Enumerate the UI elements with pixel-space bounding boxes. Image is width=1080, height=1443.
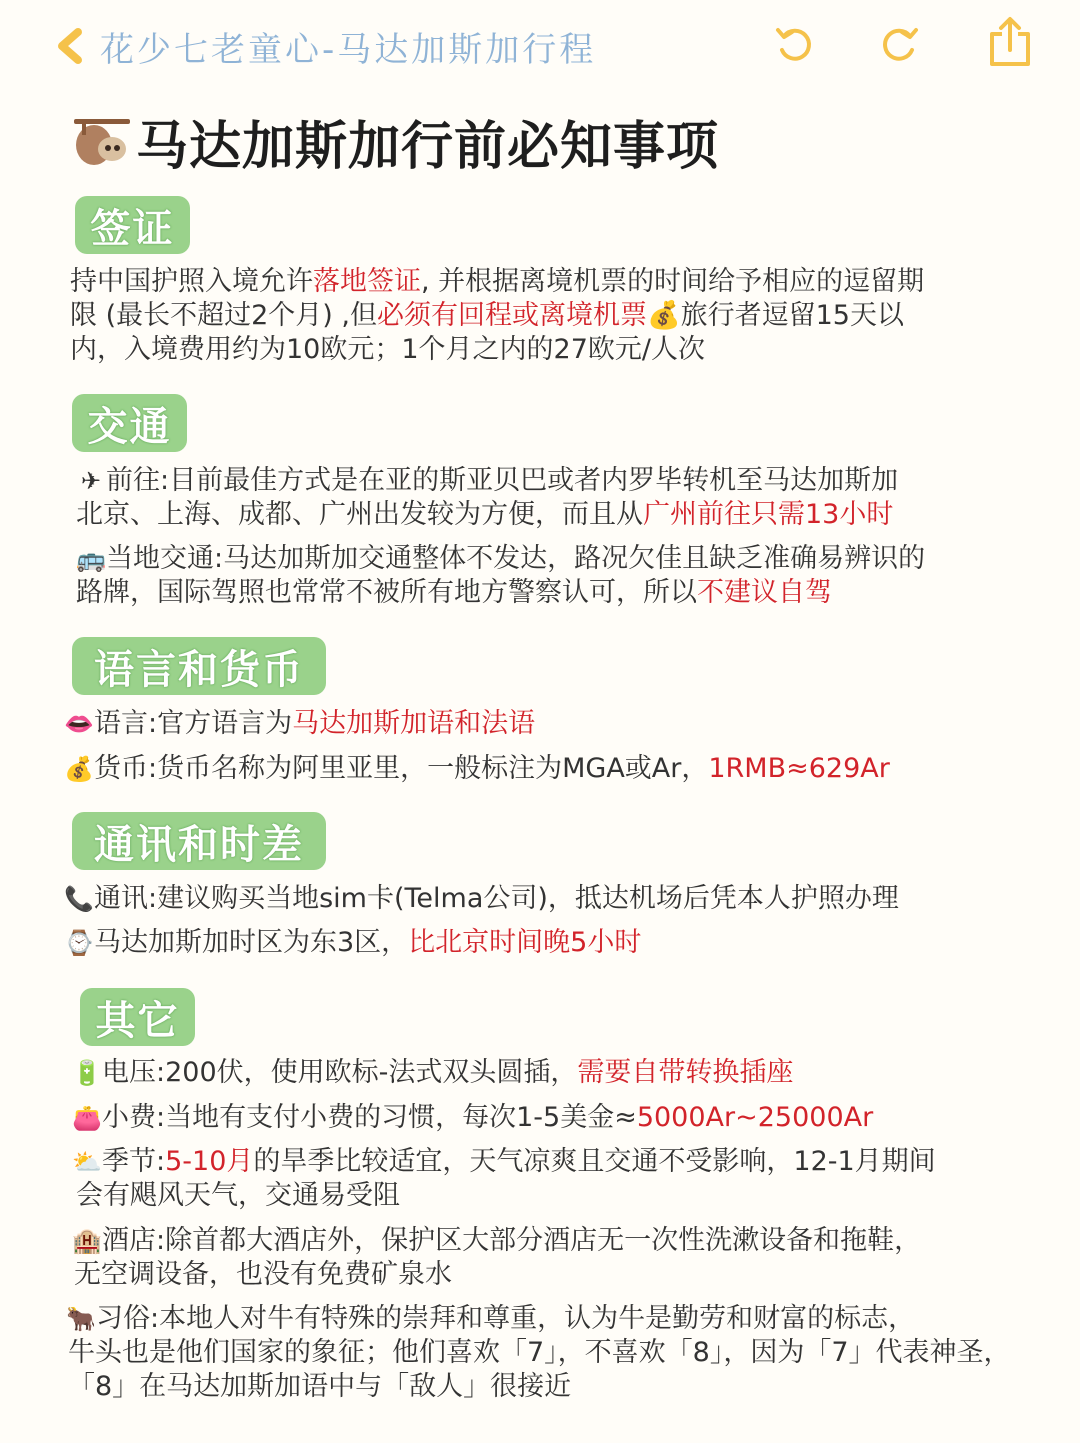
top-nav-bar [0,0,1080,92]
currency-item: 💰货币:货币名称为阿里亚里，一般标注为MGA或Ar，1RMB≈629Ar [64,753,890,784]
page-title-row [72,106,719,176]
nav-title: 花少七老童心-马达加斯加行程 [100,30,597,70]
section-badge-visa: 签证 [75,196,190,254]
redo-icon[interactable] [876,20,924,68]
section-badge-comm: 通讯和时差 [72,812,326,870]
money-bag-icon: 💰 [647,300,681,331]
battery-icon: 🔋 [72,1059,102,1087]
visa-line-1: 持中国护照入境允许落地签证, 并根据离境机票的时间给予相应的逗留期 [70,266,925,297]
chevron-left-icon[interactable] [52,26,92,66]
airplane-icon: ✈ [80,467,102,495]
transport-item-local: 🚌当地交通:马达加斯加交通整体不发达，路况欠佳且缺乏准确易辨识的 路牌，国际驾照也常常不被所有地方警察认可，所以不建议自驾 [76,543,926,608]
custom-item: 🐂习俗:本地人对牛有特殊的崇拜和尊重，认为牛是勤劳和财富的标志， 牛头也是他们国家的象征；他们喜欢「7」，不喜欢「8」，因为「7」代表神圣， 「8」在马达加斯加语中与「敌人」很接近 [66,1303,1011,1402]
hotel-icon: 🏨 [72,1227,102,1255]
bus-icon: 🚌 [76,545,106,573]
sloth-icon [72,111,132,171]
money-bag-icon: 💰 [64,755,94,783]
comm-item: 📞通讯:建议购买当地sim卡(Telma公司)，抵达机场后凭本人护照办理 [64,883,899,914]
section-badge-language: 语言和货币 [72,637,326,695]
visa-paragraph [70,265,924,367]
page-title: 马达加斯加行前必知事项 [136,116,720,177]
undo-icon[interactable] [770,20,818,68]
sun-cloud-icon: ⛅ [72,1148,102,1176]
visa-line-2: 限 (最长不超过2个月) ,但必须有回程或离境机票💰旅行者逗留15天以 [70,300,904,331]
section-badge-other: 其它 [80,988,195,1046]
hotel-item: 🏨酒店:除首都大酒店外，保护区大部分酒店无一次性洗漱设备和拖鞋， 无空调设备，也没有免费矿泉水 [72,1225,922,1290]
purse-icon: 👛 [72,1104,102,1132]
phone-icon: 📞 [64,885,94,913]
watch-icon: ⌚ [64,929,94,957]
voltage-item: 🔋电压:200伏，使用欧标-法式双头圆插，需要自带转换插座 [72,1057,794,1088]
timezone-item: ⌚马达加斯加时区为东3区，比北京时间晚5小时 [64,927,642,958]
share-icon[interactable] [984,14,1036,70]
section-badge-transport: 交通 [72,394,187,452]
visa-line-3: 内，入境费用约为10欧元；1个月之内的27欧元/人次 [70,334,705,365]
transport-item-travel: ✈ 前往:目前最佳方式是在亚的斯亚贝巴或者内罗毕转机至马达加斯加 北京、上海、成都、广州出发较为方便，而且从广州前往只需13小时 [76,465,899,530]
ox-icon: 🐂 [66,1305,96,1333]
lips-icon: 👄 [64,710,94,738]
season-item: ⛅季节:5-10月的旱季比较适宜，天气凉爽且交通不受影响，12-1月期间 会有飓风天气，交通易受阻 [72,1146,936,1211]
tip-item: 👛小费:当地有支付小费的习惯，每次1-5美金≈5000Ar~25000Ar [72,1102,874,1133]
language-item: 👄语言:官方语言为马达加斯加语和法语 [64,708,536,739]
